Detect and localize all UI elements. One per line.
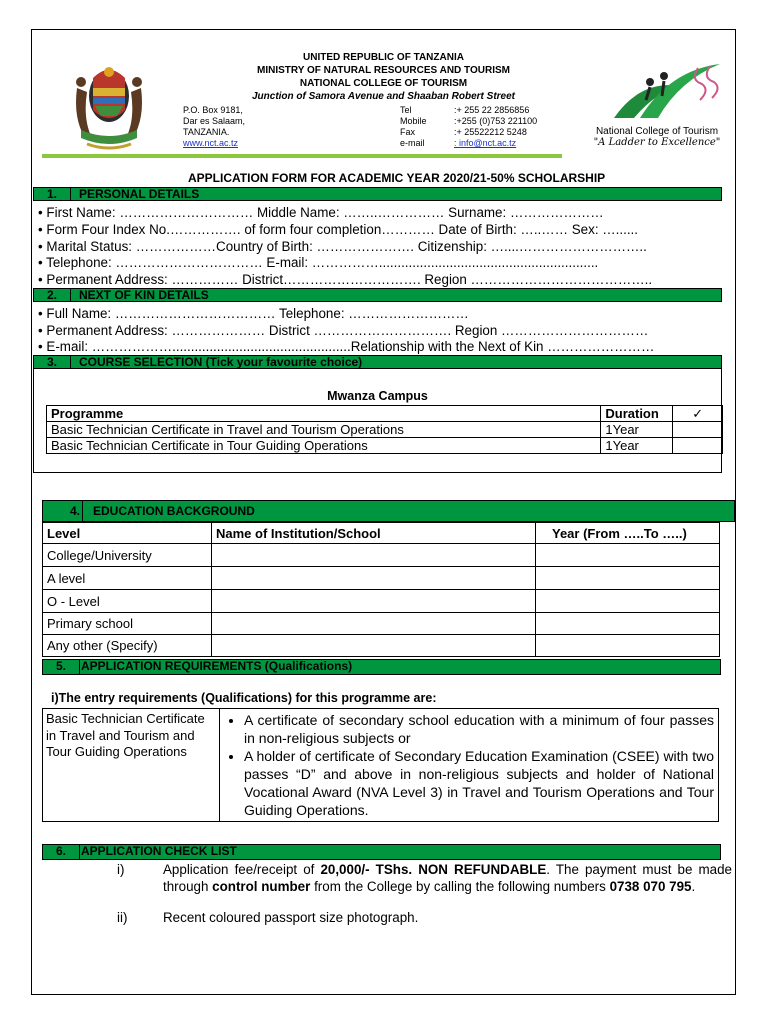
section-number: 5. — [43, 660, 80, 674]
mobile-label: Mobile — [400, 116, 427, 126]
section-title: NEXT OF KIN DETAILS — [79, 288, 209, 302]
campus-name: Mwanza Campus — [327, 389, 428, 403]
section-application-requirements — [42, 659, 721, 675]
education-row — [43, 613, 720, 635]
logo-name: National College of Tourism — [595, 126, 719, 137]
section-title: APPLICATION REQUIREMENTS (Qualifications) — [81, 659, 353, 673]
address-block — [183, 105, 245, 149]
phone-number: 0738 070 795 — [609, 878, 692, 894]
logo-motto: "A Ladder to Excellence" — [593, 137, 721, 148]
personal-name-line[interactable]: • First Name: ………………………… Middle Name: ……..…………… Surname: ………………… — [38, 205, 604, 220]
education-level: College/University — [43, 544, 212, 567]
kin-name-line[interactable]: • Full Name: ……………………………… Telephone: ……………………… — [38, 306, 469, 321]
education-row — [43, 635, 720, 657]
header-street: Junction of Samora Avenue and Shaaban Robert Street — [251, 91, 515, 102]
tel-label: Tel — [400, 105, 412, 115]
level-header: Level — [43, 523, 212, 544]
mobile-value: :+255 (0)753 221100 — [454, 116, 538, 126]
fee-text: . — [691, 878, 696, 894]
personal-address-line[interactable]: • Permanent Address: …………… District…………………………. Region ………………………………….. — [38, 272, 653, 287]
section-number: 4. — [43, 501, 83, 521]
institution-field[interactable] — [212, 567, 536, 590]
requirement-item: • A holder of certificate of Secondary Education Examination (CSEE) with two passes “D” and above in non-religious subjects and holder of National Vocational Award (NVA Level 3) in Travel and Tourism Operations and Tour Guiding Operations. — [244, 747, 714, 819]
course-row — [47, 438, 723, 454]
address-city: Dar es Salaam, — [183, 116, 246, 126]
education-level: O - Level — [43, 590, 212, 613]
requirements-list-cell — [220, 709, 719, 822]
course-row — [47, 422, 723, 438]
fax-label: Fax — [400, 127, 416, 137]
section-personal-details — [33, 187, 722, 201]
personal-marital-line[interactable]: • Marital Status: ………………Country of Birth: …………………. Citizenship: …....……………………….. — [38, 239, 647, 254]
fee-text: . The payment must be made through — [163, 862, 732, 894]
requirements-programme: Basic Technician Certificate in Travel and Tourism and Tour Guiding Operations — [43, 709, 220, 822]
institution-field[interactable] — [212, 613, 536, 635]
year-field[interactable] — [536, 567, 720, 590]
logo-caption — [582, 126, 732, 148]
tick-checkbox[interactable] — [673, 438, 723, 454]
header-rule — [42, 154, 562, 158]
year-field[interactable] — [536, 590, 720, 613]
programme-name: Basic Technician Certificate in Travel and Tourism Operations — [47, 422, 601, 438]
personal-index-line[interactable]: • Form Four Index No.……………. of form four completion………… Date of Birth: …..…… Sex: …...... — [38, 222, 638, 237]
education-row — [43, 567, 720, 590]
education-level: Any other (Specify) — [43, 635, 212, 657]
contact-values — [454, 105, 537, 149]
form-title: APPLICATION FORM FOR ACADEMIC YEAR 2020/21-50% SCHOLARSHIP — [188, 171, 606, 185]
course-box — [33, 369, 722, 473]
header-ministry: MINISTRY OF NATURAL RESOURCES AND TOURISM — [257, 65, 510, 76]
institution-field[interactable] — [212, 590, 536, 613]
address-po-box: P.O. Box 9181, — [183, 105, 243, 115]
requirements-table — [42, 708, 719, 822]
control-number-text: control number — [212, 878, 311, 894]
address-country: TANZANIA. — [183, 127, 230, 137]
checklist-item-fee — [163, 862, 732, 895]
education-header-row — [43, 523, 720, 544]
requirements-intro: i)The entry requirements (Qualifications) for this programme are: — [51, 691, 437, 705]
section-number: 6. — [43, 845, 80, 859]
section-number: 1. — [34, 188, 71, 200]
section-application-check-list — [42, 844, 721, 860]
institution-field[interactable] — [212, 544, 536, 567]
checklist-item-photo: Recent coloured passport size photograph. — [163, 910, 419, 925]
requirements-row — [43, 709, 719, 822]
institution-field[interactable] — [212, 635, 536, 657]
requirement-item: • A certificate of secondary school education with a minimum of four passes in non-religious subjects or — [244, 711, 714, 747]
institution-header: Name of Institution/School — [212, 523, 536, 544]
education-row — [43, 590, 720, 613]
education-row — [43, 544, 720, 567]
year-header: Year (From …..To …..) — [536, 523, 720, 544]
section-title: EDUCATION BACKGROUND — [93, 504, 255, 518]
programme-duration: 1Year — [601, 438, 673, 454]
fax-value: :+ 25522212 5248 — [454, 127, 527, 137]
section-title: COURSE SELECTION (Tick your favourite choice) — [79, 355, 363, 369]
duration-header: Duration — [601, 406, 673, 422]
checklist-num-2: ii) — [117, 910, 128, 925]
contact-labels — [400, 105, 427, 149]
year-field[interactable] — [536, 635, 720, 657]
course-table-header — [47, 406, 723, 422]
section-title: APPLICATION CHECK LIST — [81, 844, 237, 858]
header-college: NATIONAL COLLEGE OF TOURISM — [299, 78, 468, 89]
year-field[interactable] — [536, 613, 720, 635]
section-education-background — [42, 500, 735, 522]
personal-telephone-line[interactable]: • Telephone: …………………………… E-mail: ……………........................................................... — [38, 255, 599, 270]
education-table — [42, 522, 720, 657]
tick-checkbox[interactable] — [673, 422, 723, 438]
email-label: e-mail — [400, 138, 425, 148]
tel-value: :+ 255 22 2856856 — [454, 105, 530, 115]
programme-header: Programme — [47, 406, 601, 422]
kin-address-line[interactable]: • Permanent Address: ………………… District …………………………. Region …………………………… — [38, 323, 649, 338]
programme-duration: 1Year — [601, 422, 673, 438]
email-link[interactable]: : info@nct.ac.tz — [454, 138, 517, 148]
website-link[interactable]: www.nct.ac.tz — [183, 138, 239, 148]
kin-email-line[interactable]: • E-mail: ………………................................................Relationship with the Next of Kin …………………… — [38, 339, 655, 354]
fee-text: from the College by calling the following numbers — [310, 878, 610, 894]
tick-header: ✓ — [673, 406, 723, 422]
header-country: UNITED REPUBLIC OF TANZANIA — [303, 52, 464, 63]
education-level: Primary school — [43, 613, 212, 635]
course-table — [46, 405, 723, 454]
year-field[interactable] — [536, 544, 720, 567]
section-number: 3. — [34, 356, 71, 368]
checklist-num-1: i) — [117, 862, 125, 877]
application-form-page — [31, 29, 736, 995]
section-course-selection — [33, 355, 722, 369]
requirements-list — [226, 711, 714, 819]
section-next-of-kin — [33, 288, 722, 302]
fee-text: Application fee/receipt of — [163, 862, 321, 877]
fee-amount: 20,000/- TShs. NON REFUNDABLE — [320, 862, 547, 877]
education-level: A level — [43, 567, 212, 590]
college-logo-icon — [610, 60, 730, 126]
section-number: 2. — [34, 289, 71, 301]
section-title: PERSONAL DETAILS — [79, 187, 200, 201]
programme-name: Basic Technician Certificate in Tour Guiding Operations — [47, 438, 601, 454]
